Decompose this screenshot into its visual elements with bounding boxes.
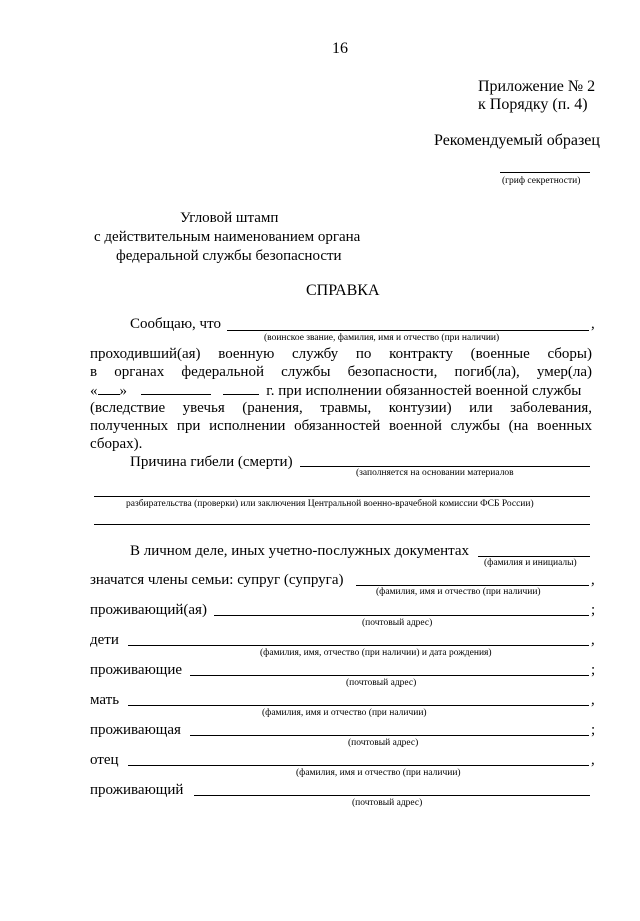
stamp-line1: Угловой штамп [180,210,279,226]
mother-caption: (фамилия, имя и отчество (при наличии) [262,708,427,718]
appendix-line1: Приложение № 2 [478,78,596,95]
spouse-address-label: проживающий(ая) [90,602,207,618]
mother-address-line[interactable] [190,735,589,736]
secrecy-line [500,172,590,173]
father-field-line[interactable] [128,765,589,766]
mother-address-caption: (почтовый адрес) [348,738,419,748]
mother-address-label: проживающая [90,722,181,738]
inform-end: , [591,316,595,332]
spouse-caption: (фамилия, имя и отчество (при наличии) [376,587,541,597]
page-number: 16 [332,40,348,57]
cause-caption1: (заполняется на основании материалов [356,468,514,478]
body-line4 [90,400,592,417]
body-line6: сборах). [90,436,143,452]
father-label: отец [90,752,119,768]
day-close-quote: » [119,383,127,399]
father-end: , [591,752,595,768]
year-field[interactable] [223,382,259,395]
spouse-address-line[interactable] [214,615,589,616]
cause-label: Причина гибели (смерти) [130,454,293,470]
stamp-line2: с действительным наименованием органа [94,229,361,245]
cause-caption2: разбирательства (проверки) или заключения Центральной военно-врачебной комиссии ФСБ России) [126,499,534,509]
children-end: , [591,632,595,648]
children-field-line[interactable] [128,645,589,646]
children-label: дети [90,632,119,648]
personal-field-line[interactable] [478,556,590,557]
children-address-end: ; [591,662,596,678]
mother-field-line[interactable] [128,705,589,706]
inform-label: Сообщаю, что [130,316,221,332]
father-address-caption: (почтовый адрес) [352,798,423,808]
spouse-label: значатся члены семьи: супруг (супруга) [90,572,344,588]
month-field[interactable] [141,382,211,395]
cause-field-line3[interactable] [94,524,590,525]
children-caption: (фамилия, имя, отчество (при наличии) и дата рождения) [260,648,492,658]
children-address-line[interactable] [190,675,589,676]
body-line5 [90,418,592,435]
spouse-end: , [591,572,595,588]
father-address-label: проживающий [90,782,184,798]
body-line1 [90,346,592,363]
mother-end: , [591,692,595,708]
spouse-field-line[interactable] [356,585,589,586]
secrecy-caption: (гриф секретности) [502,176,581,186]
body-line1-text: проходивший(ая) военную службу по контракту (военные сборы) [90,346,592,362]
cause-field-line[interactable] [300,466,590,467]
spouse-address-end: ; [591,602,596,618]
day-open-quote: « [90,383,98,399]
personal-caption: (фамилия и инициалы) [484,558,577,568]
body-line3-rest: г. при исполнении обязанностей военной службы [266,383,582,399]
body-line4-text: (вследствие увечья (ранения, травмы, контузии) или заболевания, [90,400,592,416]
children-address-caption: (почтовый адрес) [346,678,417,688]
personal-label: В личном деле, иных учетно-послужных документах [130,543,470,559]
appendix-line2: к Порядку (п. 4) [478,96,588,113]
mother-address-end: ; [591,722,596,738]
cause-field-line2[interactable] [94,496,590,497]
spouse-address-caption: (почтовый адрес) [362,618,433,628]
body-line2 [90,364,592,381]
father-caption: (фамилия, имя и отчество (при наличии) [296,768,461,778]
father-address-line[interactable] [194,795,590,796]
day-field[interactable] [98,382,120,395]
body-line3 [90,382,581,400]
inform-field-line[interactable] [227,330,589,331]
mother-label: мать [90,692,120,708]
stamp-line3: федеральной службы безопасности [116,248,342,264]
children-address-label: проживающие [90,662,183,678]
document-title: СПРАВКА [306,282,380,299]
recommended-sample: Рекомендуемый образец [434,132,600,149]
body-line5-text: полученных при исполнении обязанностей военной службы (на военных [90,418,592,434]
inform-caption: (воинское звание, фамилия, имя и отчество (при наличии) [264,333,500,343]
body-line2-text: в органах федеральной службы безопасности, погиб(ла), умер(ла) [90,364,592,380]
